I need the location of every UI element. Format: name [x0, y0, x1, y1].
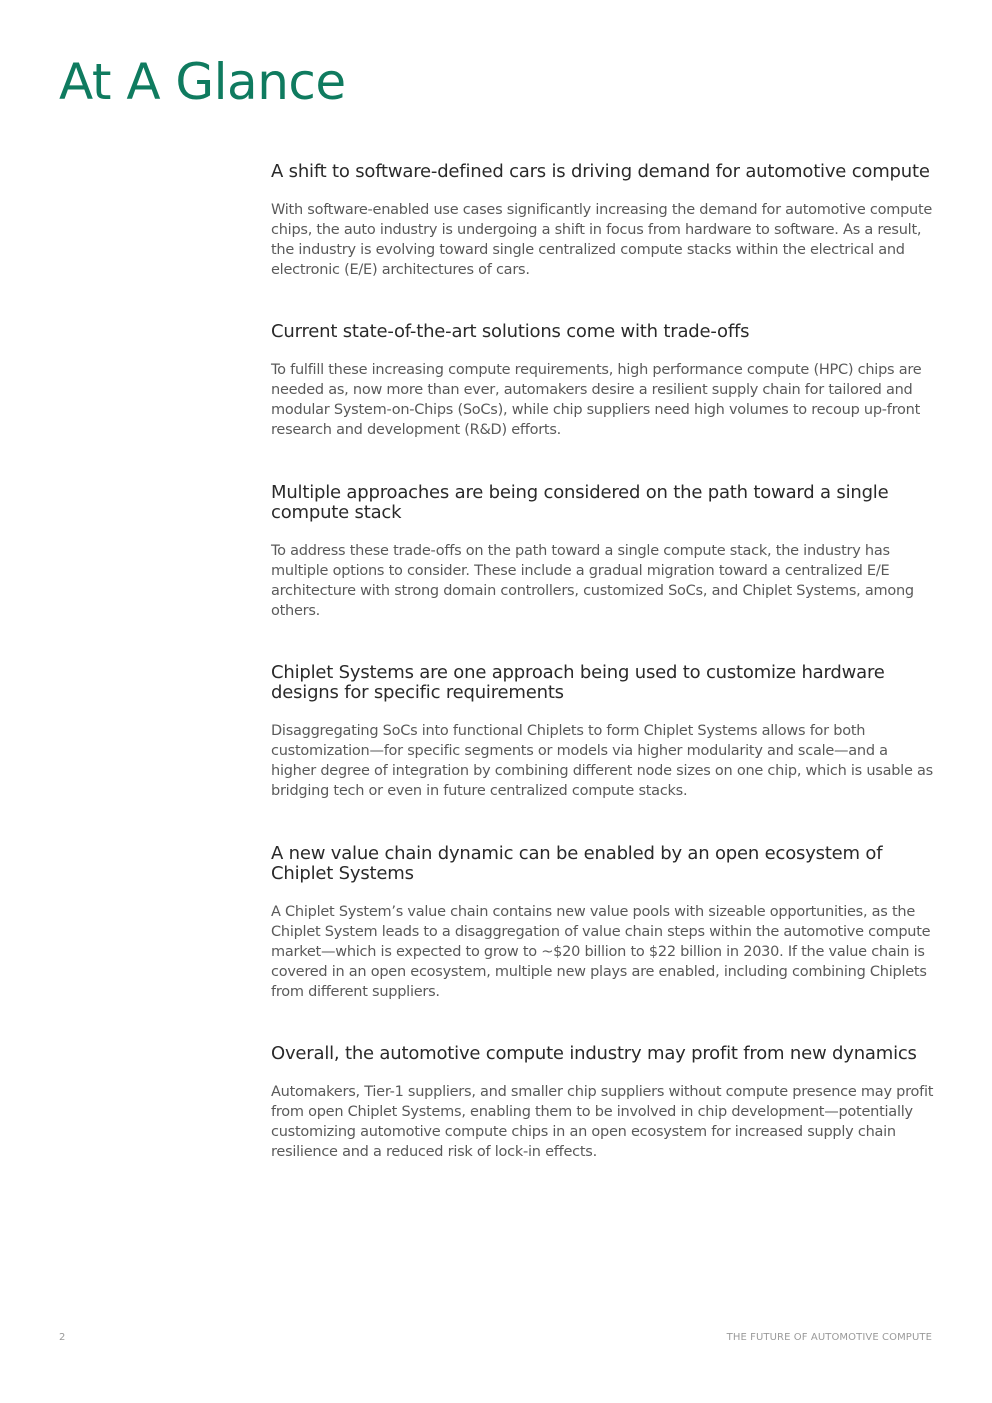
- section-body: With software-enabled use cases significantly increasing the demand for automotive compute chips, the auto industry is undergoing a shift in focus from hardware to software. As a result, the industry is evolving toward single centralized compute stacks within the electrical and electronic (E/E) architectures of cars.: [271, 202, 933, 278]
- footer-document-title: THE FUTURE OF AUTOMOTIVE COMPUTE: [726, 1332, 932, 1343]
- section-trade-offs: [271, 322, 935, 440]
- section-body: To fulfill these increasing compute requirements, high performance compute (HPC) chips are needed as, now more than ever, automakers desire a resilient supply chain for tailored and modular System-on-Chips (SoCs), while chip suppliers need high volumes to recoup up-front research and development (R&D) efforts.: [271, 362, 922, 438]
- section-heading: A shift to software-defined cars is driving demand for automotive compute: [271, 161, 930, 182]
- section-heading: Chiplet Systems are one approach being used to customize hardware designs for specific requirements: [271, 662, 885, 703]
- section-industry-profit: [271, 1044, 935, 1162]
- section-body: Disaggregating SoCs into functional Chiplets to form Chiplet Systems allows for both customization—for specific segments or models via higher modularity and scale—and a higher degree of integration by combining different node sizes on one chip, which is usable as bridging tech or even in future centralized compute stacks.: [271, 723, 933, 799]
- section-software-defined-cars: [271, 162, 935, 280]
- section-body: Automakers, Tier-1 suppliers, and smaller chip suppliers without compute presence may profit from open Chiplet Systems, enabling them to be involved in chip development—potentially customizing automotive compute chips in an open ecosystem for increased supply chain resilience and a reduced risk of lock-in effects.: [271, 1084, 934, 1160]
- section-body: A Chiplet System’s value chain contains new value pools with sizeable opportunities, as the Chiplet System leads to a disaggregation of value chain steps within the automotive compute market—which is expected to grow to ~$20 billion to $22 billion in 2030. If the value chain is covered in an open ecosystem, multiple new plays are enabled, including combining Chiplets from different suppliers.: [271, 904, 931, 1000]
- section-heading: Overall, the automotive compute industry may profit from new dynamics: [271, 1043, 917, 1064]
- footer-page-number: 2: [59, 1332, 66, 1343]
- section-multiple-approaches: [271, 483, 935, 621]
- section-value-chain: [271, 844, 935, 1002]
- section-heading: A new value chain dynamic can be enabled by an open ecosystem of Chiplet Systems: [271, 843, 883, 884]
- section-body: To address these trade-offs on the path toward a single compute stack, the industry has multiple options to consider. These include a gradual migration toward a centralized E/E architecture with strong domain controllers, customized SoCs, and Chiplet Systems, among others.: [271, 543, 914, 619]
- section-chiplet-systems: [271, 663, 935, 801]
- page-title: At A Glance: [59, 53, 346, 111]
- section-heading: Current state-of-the-art solutions come with trade-offs: [271, 321, 750, 342]
- section-heading: Multiple approaches are being considered on the path toward a single compute stack: [271, 482, 889, 523]
